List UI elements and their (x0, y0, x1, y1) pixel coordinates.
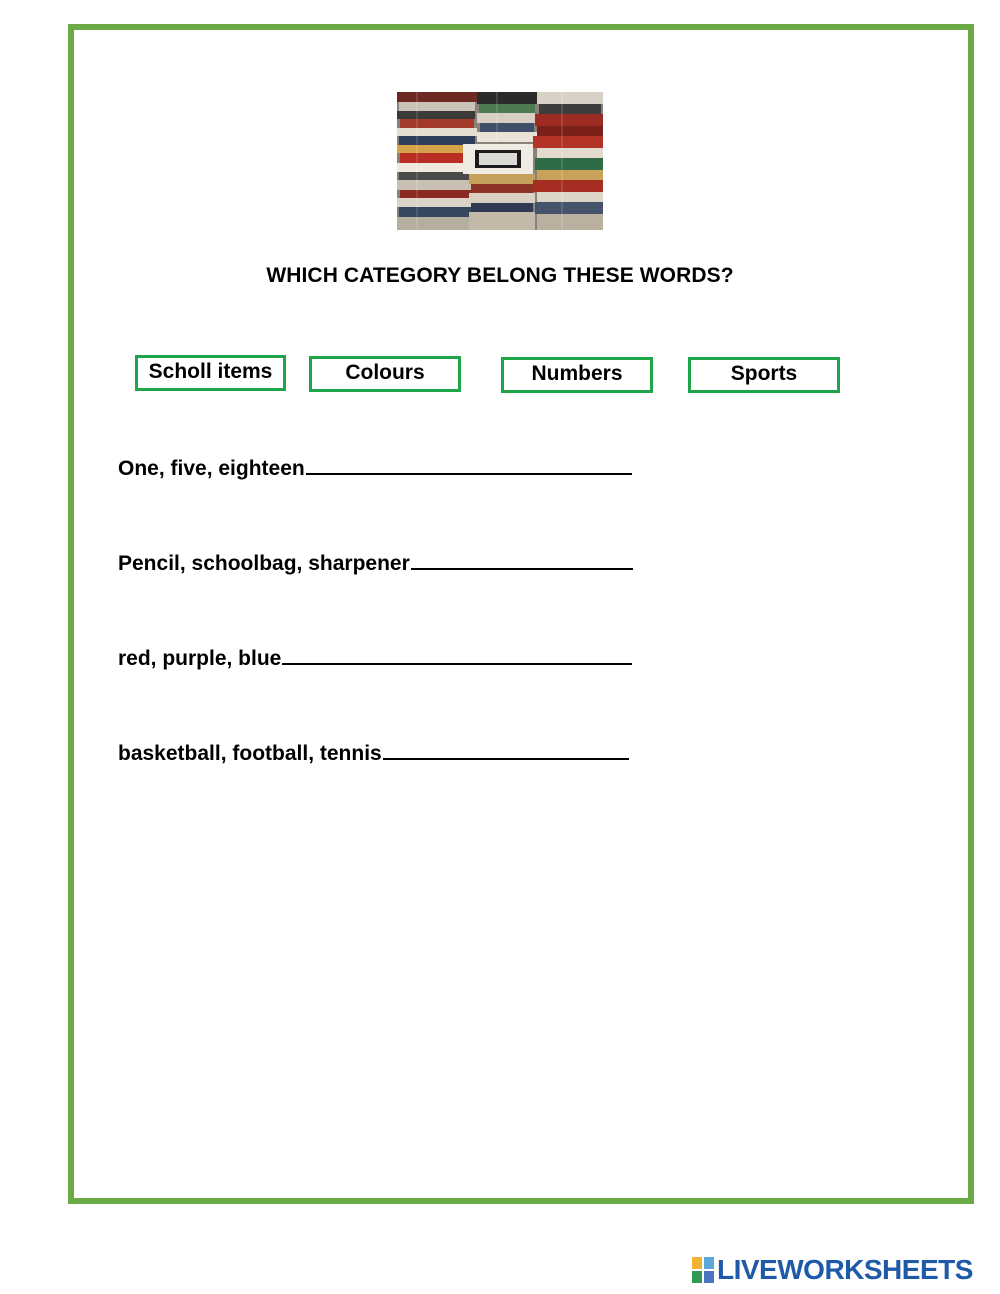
question-prompt: red, purple, blue (118, 647, 282, 670)
category-label: Scholl items (148, 360, 273, 383)
answer-blank[interactable] (282, 645, 632, 665)
answer-blank[interactable] (306, 455, 632, 475)
category-box-numbers[interactable] (501, 357, 653, 393)
category-label: Sports (730, 362, 798, 385)
question-row-3 (118, 645, 632, 671)
worksheet-title: WHICH CATEGORY BELONG THESE WORDS? (266, 264, 734, 287)
question-row-4 (118, 740, 629, 766)
books-photo (397, 92, 603, 230)
category-box-school-items[interactable] (135, 355, 286, 391)
answer-blank[interactable] (383, 740, 629, 760)
category-label: Colours (345, 361, 425, 384)
category-label: Numbers (531, 362, 623, 385)
question-row-2 (118, 550, 633, 576)
answer-blank[interactable] (411, 550, 633, 570)
liveworksheets-brand[interactable] (692, 1254, 973, 1286)
question-row-1 (118, 455, 632, 481)
question-prompt: Pencil, schoolbag, sharpener (118, 552, 410, 575)
question-prompt: One, five, eighteen (118, 457, 305, 480)
brand-name: LIVEWORKSHEETS (717, 1254, 973, 1285)
liveworksheets-logo-icon (692, 1257, 714, 1283)
question-prompt: basketball, football, tennis (118, 742, 382, 765)
category-box-sports[interactable] (688, 357, 840, 393)
category-box-colours[interactable] (309, 356, 461, 392)
